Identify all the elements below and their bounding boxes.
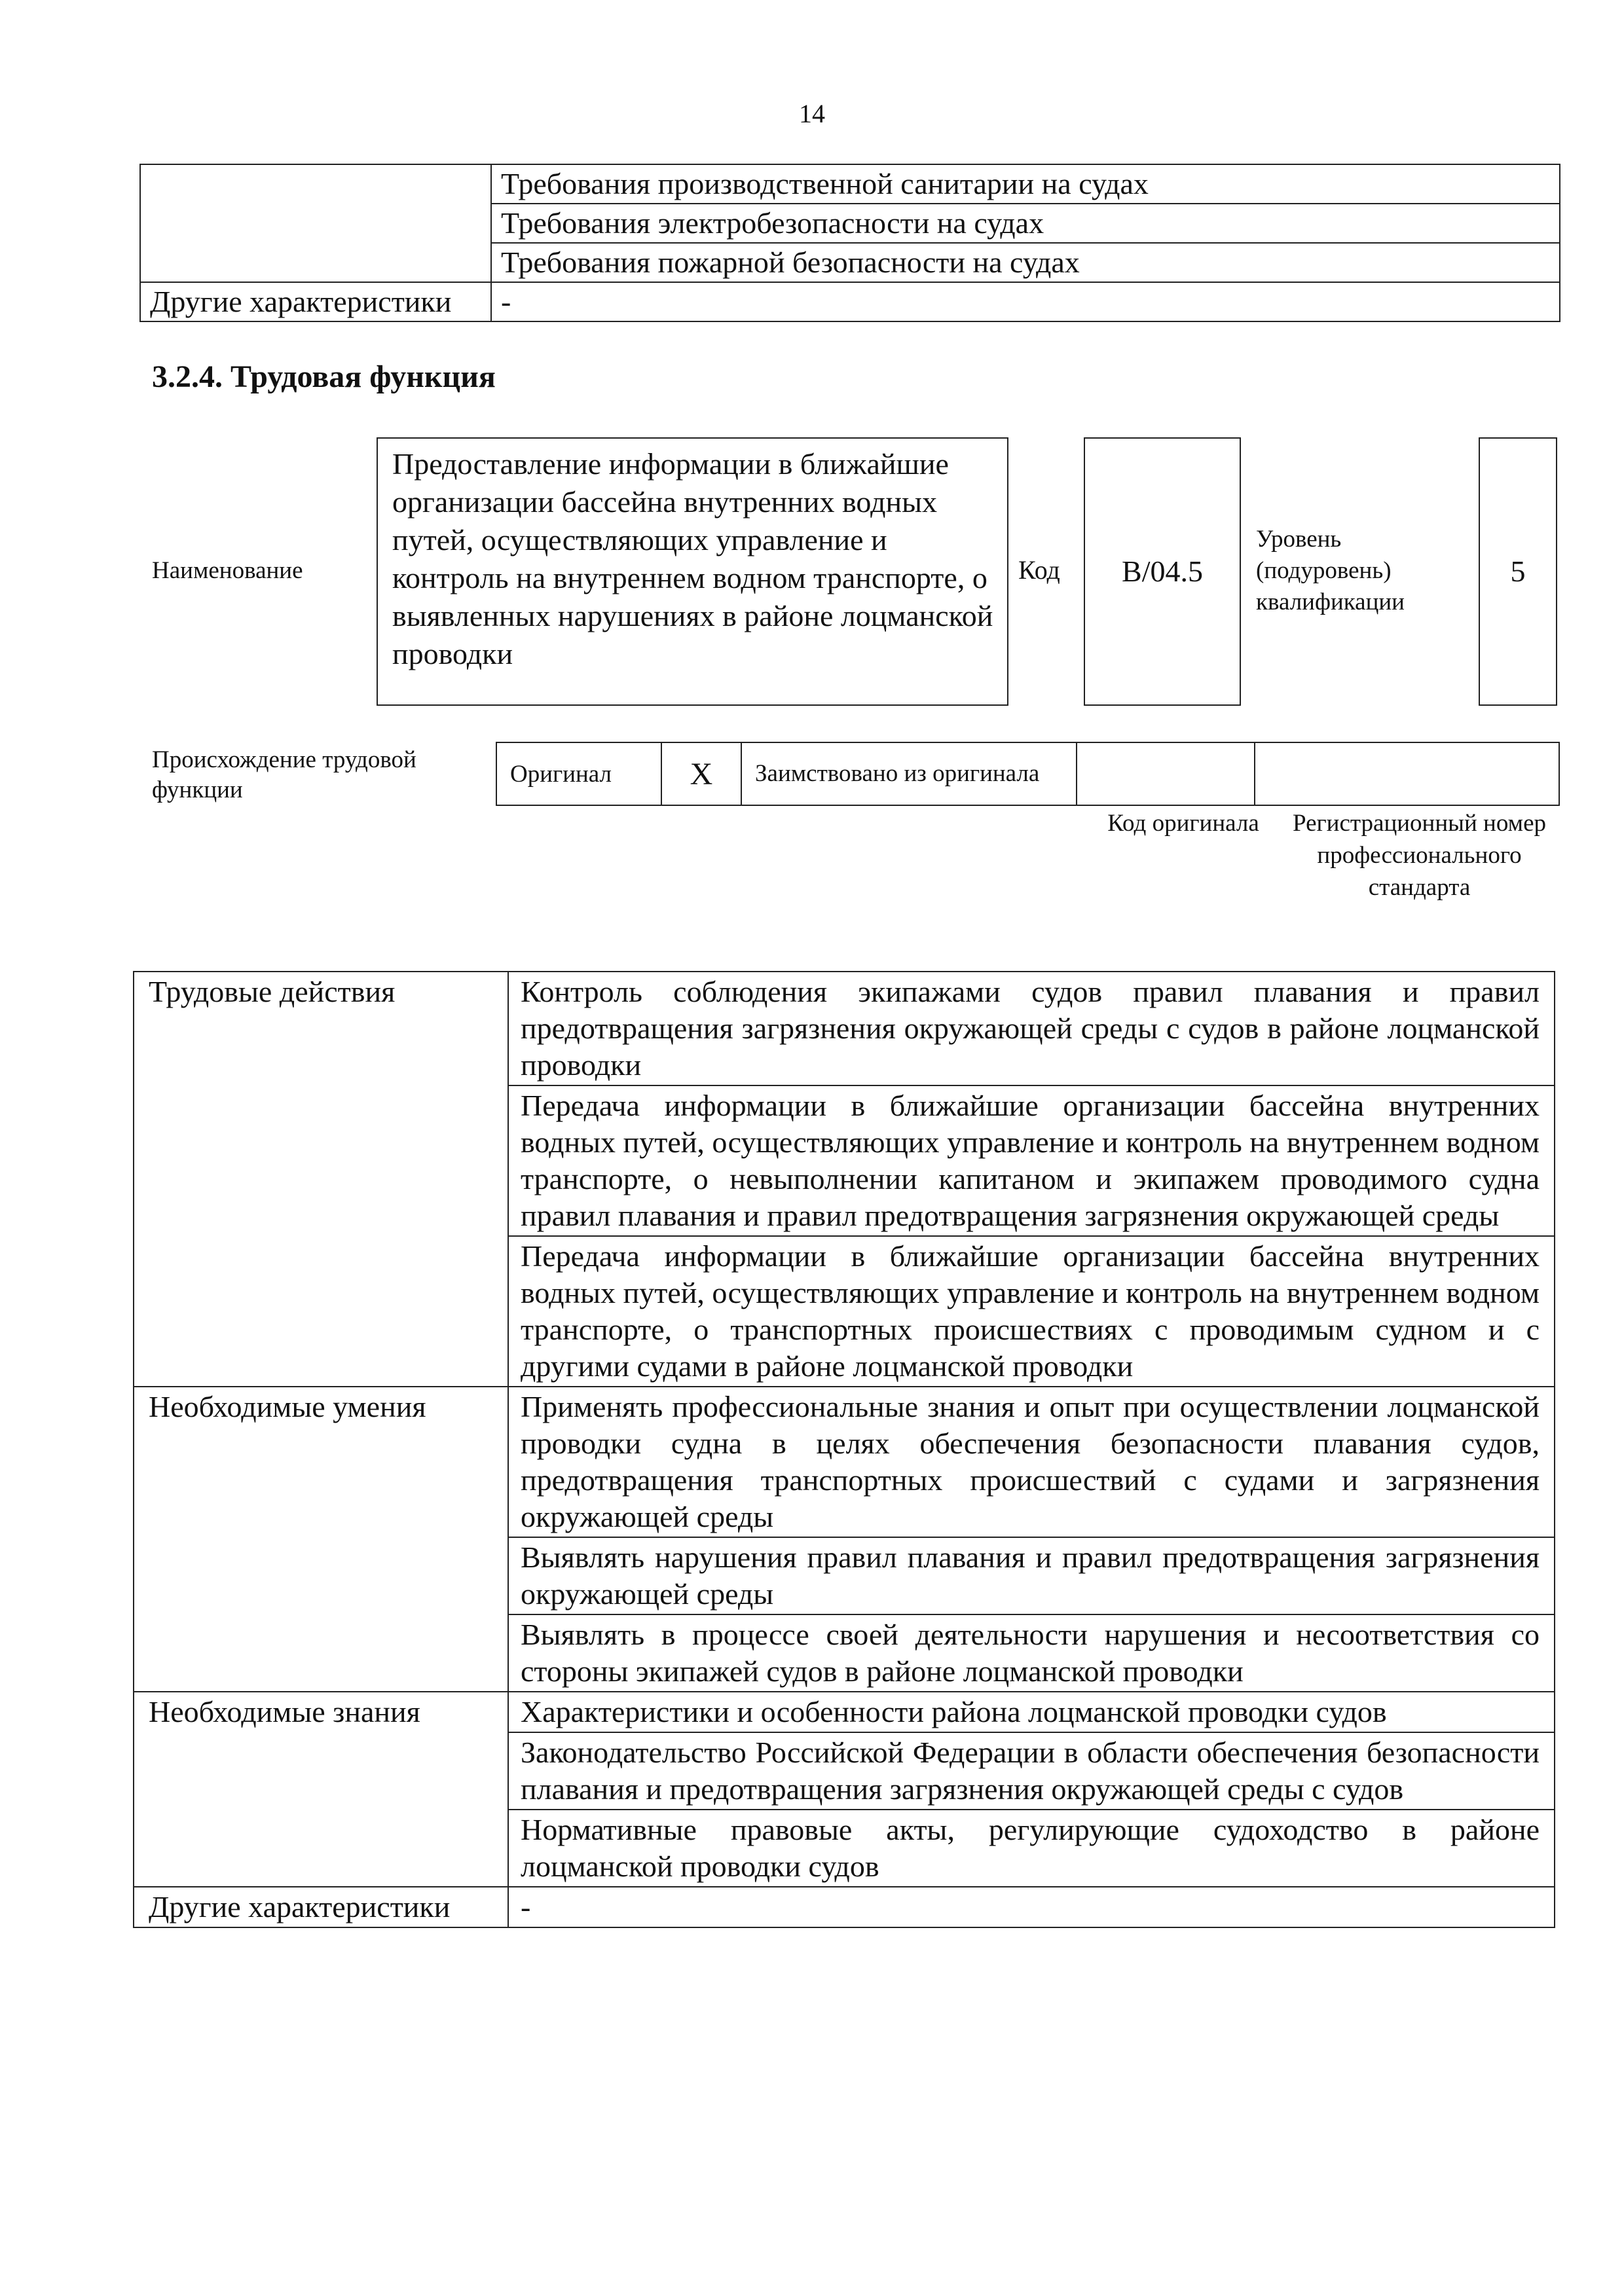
table-row	[134, 972, 1555, 1085]
origin-label: Происхождение трудовой функции	[152, 746, 416, 803]
original-label: Оригинал	[496, 742, 661, 805]
original-code-caption: Код оригинала	[1107, 810, 1259, 837]
qualification-level-box: 5	[1479, 437, 1557, 706]
requirement-item: Требования пожарной безопасности на судах	[491, 243, 1560, 282]
origin-table	[496, 742, 1560, 806]
registration-number-cell	[1255, 742, 1559, 805]
table-row	[134, 1887, 1555, 1927]
other-characteristics-label: Другие характеристики	[140, 282, 491, 321]
other-characteristics-label: Другие характеристики	[134, 1887, 508, 1927]
code-label: Код	[1018, 555, 1060, 585]
page-number: 14	[799, 99, 825, 128]
labor-action-item: Контроль соблюдения экипажами судов правил плавания и правил предотвращения загрязнения окружающей среды с судов в районе лоцманской проводки	[508, 972, 1555, 1085]
original-code-cell	[1077, 742, 1255, 805]
empty-label-cell	[140, 164, 491, 282]
knowledge-item: Законодательство Российской Федерации в области обеспечения безопасности плавания и предотвращения загрязнения окружающей среды с судов	[508, 1732, 1555, 1810]
labor-actions-label: Трудовые действия	[134, 972, 508, 1387]
table-row	[140, 164, 1560, 204]
table-row	[134, 1387, 1555, 1537]
other-characteristics-value: -	[491, 282, 1560, 321]
other-characteristics-value: -	[508, 1887, 1555, 1927]
requirement-item: Требования производственной санитарии на судах	[491, 164, 1560, 204]
skill-item: Выявлять в процессе своей деятельности нарушения и несоответствия со стороны экипажей судов в районе лоцманской проводки	[508, 1614, 1555, 1692]
knowledge-item: Характеристики и особенности района лоцманской проводки судов	[508, 1692, 1555, 1732]
top-requirements-table	[139, 164, 1560, 322]
qualification-level-label: Уровень (подуровень) квалификации	[1256, 526, 1405, 615]
section-heading: 3.2.4. Трудовая функция	[152, 359, 496, 394]
knowledge-item: Нормативные правовые акты, регулирующие судоходство в районе лоцманской проводки судов	[508, 1810, 1555, 1887]
labor-action-item: Передача информации в ближайшие организации бассейна внутренних водных путей, осуществляющих управление и контроль на внутреннем водном транспорте, о невыполнении капитаном и экипажем проводимого судна правил плавания и правил предотвращения загрязнения окружающей среды	[508, 1085, 1555, 1236]
table-row	[140, 282, 1560, 321]
table-row	[496, 742, 1559, 805]
code-value-box: B/04.5	[1084, 437, 1241, 706]
requirement-item: Требования электробезопасности на судах	[491, 204, 1560, 243]
function-details-table	[133, 971, 1555, 1928]
original-mark: X	[661, 742, 741, 805]
name-label: Наименование	[152, 557, 303, 584]
knowledge-label: Необходимые знания	[134, 1692, 508, 1887]
skill-item: Применять профессиональные знания и опыт при осуществлении лоцманской проводки судна в целях обеспечения безопасности плавания судов, предотвращения транспортных происшествий с судами и загрязнения окружающей среды	[508, 1387, 1555, 1537]
skills-label: Необходимые умения	[134, 1387, 508, 1692]
table-row	[134, 1692, 1555, 1732]
labor-action-item: Передача информации в ближайшие организации бассейна внутренних водных путей, осуществляющих управление и контроль на внутреннем водном транспорте, о транспортных происшествиях с проводимым судном и с другими судами в районе лоцманской проводки	[508, 1236, 1555, 1387]
skill-item: Выявлять нарушения правил плавания и правил предотвращения загрязнения окружающей среды	[508, 1537, 1555, 1614]
registration-number-caption: Регистрационный номер профессионального стандарта	[1292, 810, 1546, 901]
borrowed-label: Заимствовано из оригинала	[741, 742, 1077, 805]
function-name-box: Предоставление информации в ближайшие организации бассейна внутренних водных путей, осуществляющих управление и контроль на внутреннем водном транспорте, о выявленных нарушениях в районе лоцманской проводки	[377, 437, 1008, 706]
